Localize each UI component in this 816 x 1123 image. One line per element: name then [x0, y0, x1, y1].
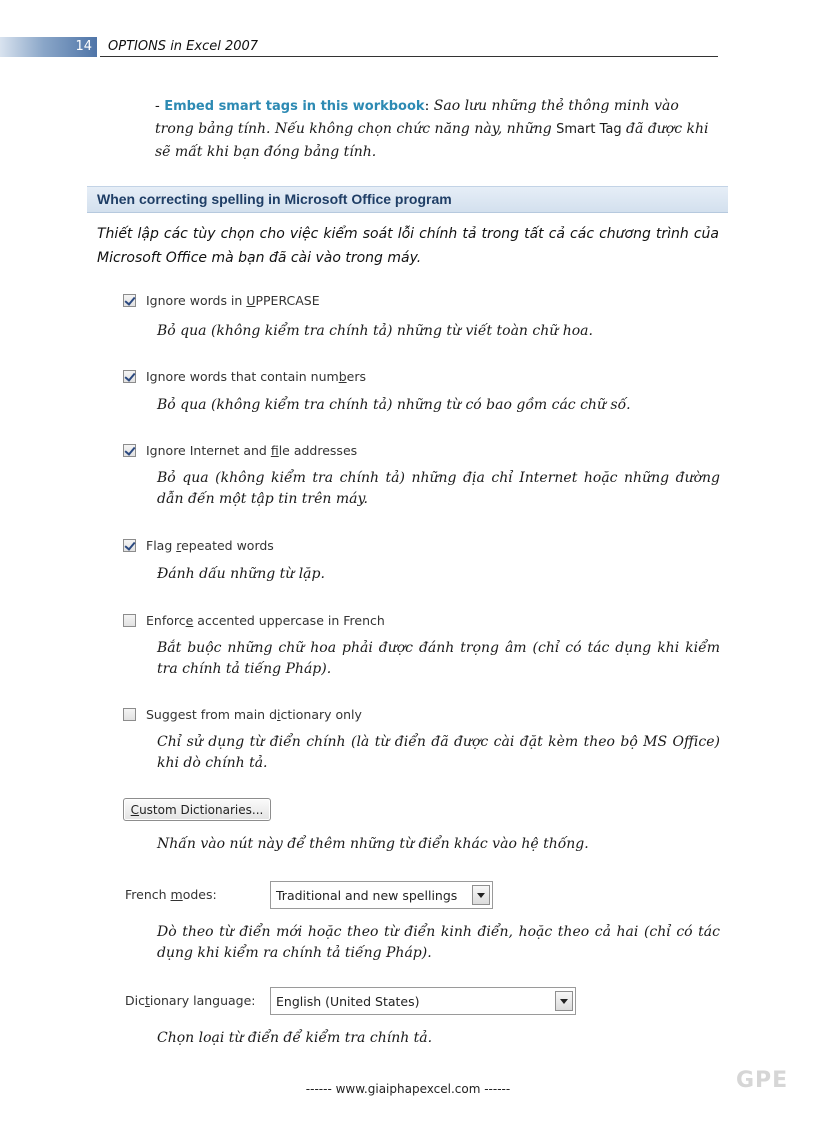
section-heading [87, 186, 728, 213]
embed-smart-tags-paragraph: - Embed smart tags in this workbook: Sao lưu những thẻ thông minh vào trong bảng tính. Nếu không chọn chức năng này, những Smart Tag đã được khi sẽ mất khi bạn đóng bảng tính. [155, 98, 709, 160]
option-label: Ignore Internet and file addresses [146, 442, 358, 458]
option-description: Chỉ sử dụng từ điển chính (là từ điển đã được cài đặt kèm theo bộ MS Office) khi dò chính tả. [157, 734, 720, 771]
option-enforce-accented[interactable] [123, 610, 385, 630]
option-description: Bỏ qua (không kiểm tra chính tả) những địa chỉ Internet hoặc những đường dẫn đến một tập tin trên máy. [157, 470, 720, 507]
option-suggest-main[interactable] [123, 704, 362, 724]
option-label: Enforce accented uppercase in French [146, 612, 385, 628]
custom-dictionaries-button[interactable]: C ustom Dictionaries... [123, 798, 271, 821]
dictionary-language-label: Dictionary language: [125, 993, 256, 1008]
checkbox-icon[interactable] [123, 294, 136, 307]
option-description: Đánh dấu những từ lặp. [157, 566, 325, 582]
option-description: Bắt buộc những chữ hoa phải được đánh trọng âm (chỉ có tác dụng khi kiểm tra chính tả tiếng Pháp). [157, 640, 720, 677]
dictionary-language-select[interactable] [270, 987, 576, 1015]
checkbox-icon[interactable] [123, 539, 136, 552]
french-modes-label: French modes: [125, 887, 217, 902]
footer-website: ------ www.giaiphapexcel.com ------ [305, 1082, 511, 1096]
option-ignore-numbers[interactable] [123, 366, 366, 386]
french-modes-value: Traditional and new spellings [276, 887, 458, 903]
custom-dictionaries-description: Nhấn vào nút này để thêm những từ điển khác vào hệ thống. [157, 836, 589, 852]
option-label: Flag repeated words [146, 537, 274, 553]
document-title: OPTIONS in Excel 2007 [108, 39, 259, 54]
checkbox-icon[interactable] [123, 444, 136, 457]
option-label: Suggest from main dictionary only [146, 706, 362, 722]
option-flag-repeated[interactable] [123, 535, 274, 555]
embed-text-2: đã được khi sẽ mất khi bạn đóng bảng tính. [155, 121, 709, 160]
option-description: Bỏ qua (không kiểm tra chính tả) những từ viết toàn chữ hoa. [157, 323, 593, 339]
option-ignore-uppercase[interactable] [123, 290, 320, 310]
french-modes-description: Dò theo từ điển mới hoặc theo từ điển kinh điển, hoặc theo cả hai (chỉ có tác dụng khi kiểm ra chính tả tiếng Pháp). [157, 924, 720, 961]
embed-term: Embed smart tags in this workbook [164, 99, 425, 114]
header-rule [100, 56, 718, 57]
dropdown-arrow-icon[interactable] [472, 885, 490, 905]
dropdown-arrow-icon[interactable] [555, 991, 573, 1011]
section-intro: Thiết lập các tùy chọn cho việc kiểm soát lỗi chính tả trong tất cả các chương trình của Microsoft Office mà bạn đã cài vào trong máy. [97, 226, 719, 266]
checkbox-icon[interactable] [123, 370, 136, 383]
option-ignore-internet[interactable] [123, 440, 357, 460]
option-description: Bỏ qua (không kiểm tra chính tả) những từ có bao gồm các chữ số. [157, 397, 631, 413]
checkbox-icon[interactable] [123, 614, 136, 627]
option-label: Ignore words in UPPERCASE [146, 292, 320, 308]
page-number: 14 [75, 39, 92, 54]
gpe-logo: GPE [736, 1068, 789, 1093]
checkbox-icon[interactable] [123, 708, 136, 721]
dictionary-language-description: Chọn loại từ điển để kiểm tra chính tả. [157, 1030, 433, 1046]
smart-tag-term: Smart Tag [556, 122, 622, 137]
dictionary-language-value: English (United States) [276, 993, 420, 1009]
option-label: Ignore words that contain numbers [146, 368, 366, 384]
embed-text-1: Sao lưu những thẻ thông minh vào trong bảng tính. Nếu không chọn chức năng này, những [155, 98, 679, 137]
french-modes-select[interactable] [270, 881, 493, 909]
section-title: When correcting spelling in Microsoft Office program [97, 191, 452, 207]
